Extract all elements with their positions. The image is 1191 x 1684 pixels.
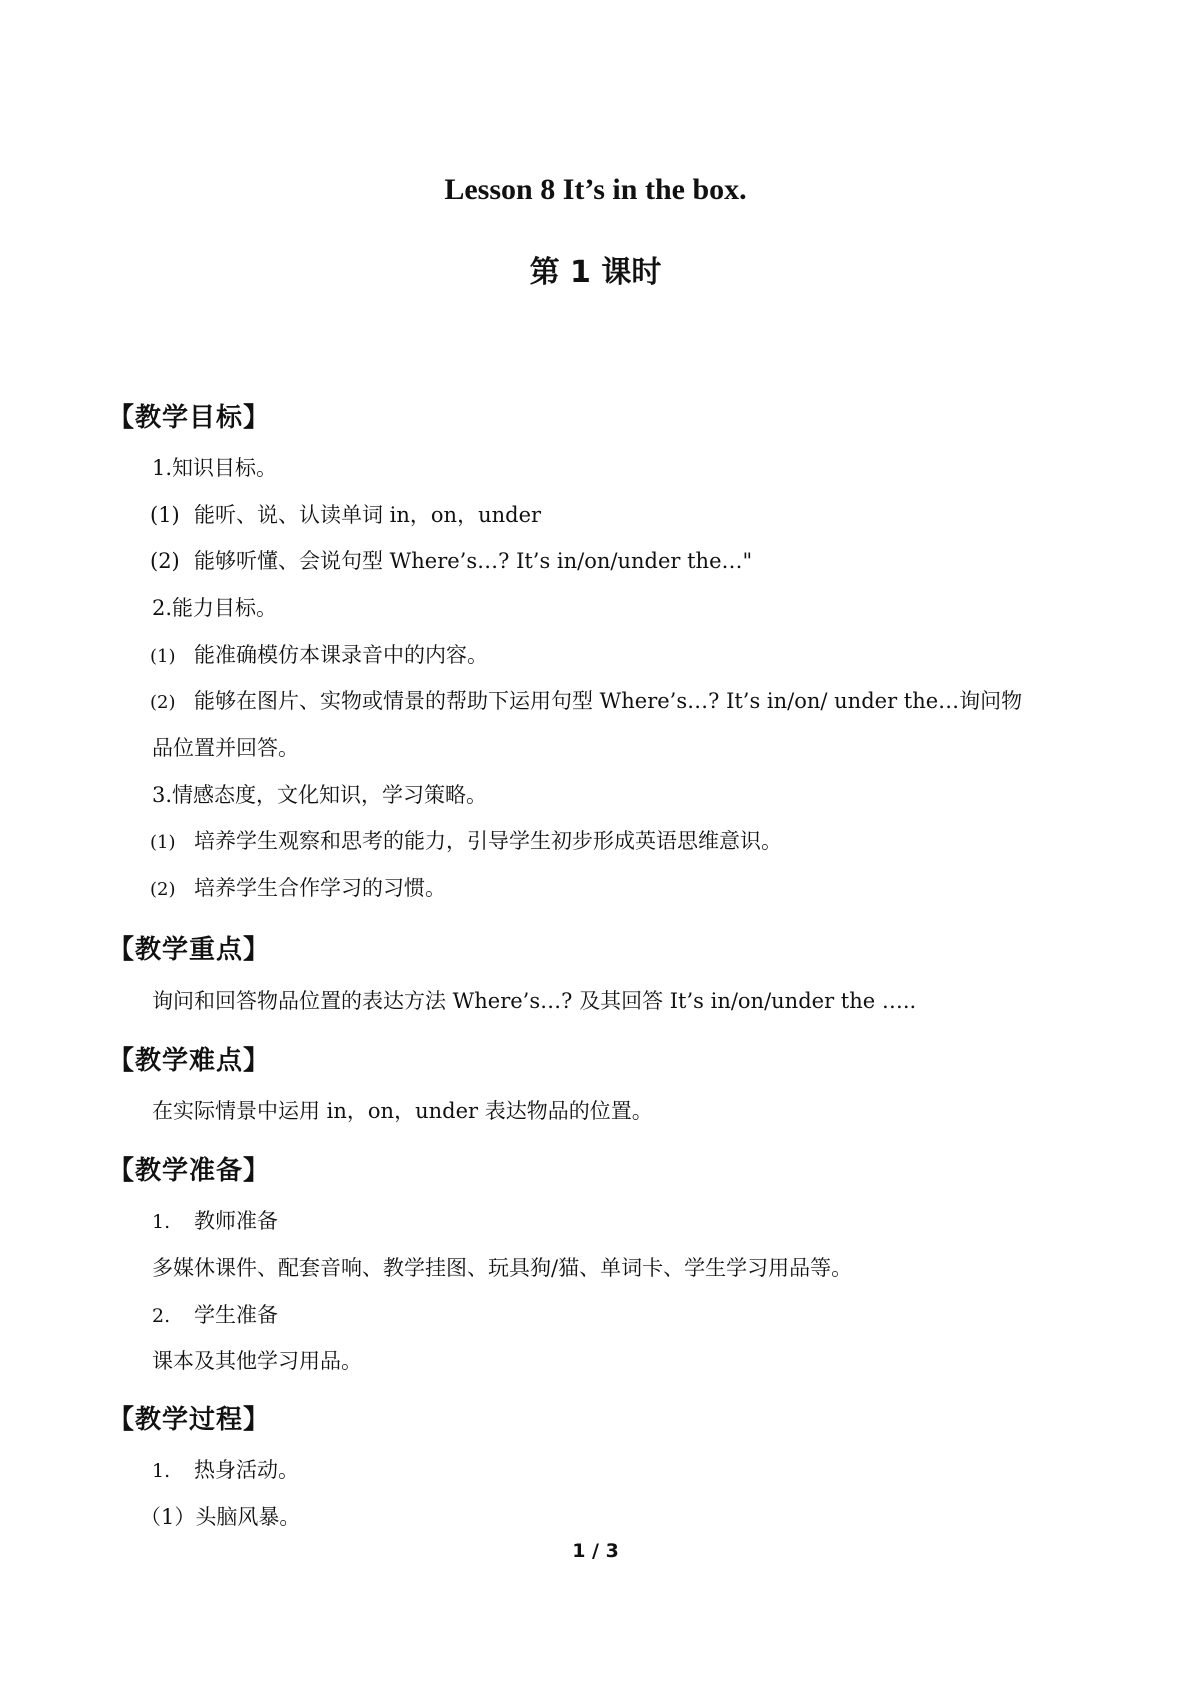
lesson-period: 第 1 课时: [529, 255, 662, 290]
list-number: (1): [150, 646, 176, 667]
lesson-title: Lesson 8 It’s in the box.: [444, 173, 747, 206]
list-number: 1.: [152, 1211, 171, 1233]
ability-item-2-continued: 品位置并回答。: [152, 736, 299, 760]
list-text: 热身活动。: [194, 1458, 299, 1482]
process-heading: 【教学过程】: [108, 1405, 271, 1435]
preparation-item-2-detail: 课本及其他学习用品。: [152, 1349, 362, 1373]
knowledge-item-2: [150, 546, 752, 576]
difficulties-heading: 【教学难点】: [108, 1046, 271, 1076]
emotion-title: 3.情感态度，文化知识，学习策略。: [152, 783, 488, 807]
ability-item-1: [150, 640, 488, 672]
preparation-heading: 【教学准备】: [108, 1156, 271, 1186]
key-points-heading: 【教学重点】: [108, 935, 271, 965]
list-number: (2): [150, 692, 176, 713]
list-text: 培养学生合作学习的习惯。: [194, 876, 446, 900]
list-number: (1): [150, 503, 180, 527]
list-number: 1.: [152, 1460, 171, 1482]
list-number: (1): [150, 832, 176, 853]
list-text: 培养学生观察和思考的能力，引导学生初步形成英语思维意识。: [194, 829, 782, 853]
list-text: 能准确模仿本课录音中的内容。: [194, 643, 488, 667]
list-text: 能听、说、认读单词 in，on，under: [194, 503, 542, 527]
list-number: 2.: [152, 1305, 171, 1327]
ability-title: 2.能力目标。: [152, 596, 278, 620]
list-number: (2): [150, 879, 176, 900]
key-points-text: 询问和回答物品位置的表达方法 Where’s…? 及其回答 It’s in/on/under the …..: [152, 989, 917, 1013]
difficulties-text: 在实际情景中运用 in，on，under 表达物品的位置。: [152, 1099, 653, 1123]
list-text: 能够听懂、会说句型 Where’s…? It’s in/on/under the…": [194, 549, 753, 573]
knowledge-title: 1.知识目标。: [152, 456, 278, 480]
preparation-item-2: [152, 1300, 278, 1331]
ability-item-2: [150, 686, 1022, 718]
preparation-item-1-detail: 多媒休课件、配套音响、教学挂图、玩具狗/猫、单词卡、学生学习用品等。: [152, 1256, 853, 1280]
list-text: 能够在图片、实物或情景的帮助下运用句型 Where’s…? It’s in/on/ under the…询问物: [194, 689, 1023, 713]
process-sub-1: （1）头脑风暴。: [140, 1505, 301, 1529]
emotion-item-2: [150, 873, 446, 905]
preparation-item-1: [152, 1206, 278, 1237]
list-text: 教师准备: [194, 1209, 278, 1233]
list-text: 学生准备: [194, 1303, 278, 1327]
list-number: (2): [150, 549, 180, 573]
page-number: 1 / 3: [572, 1540, 619, 1562]
knowledge-item-1: [150, 500, 541, 530]
emotion-item-1: [150, 826, 782, 858]
objectives-heading: 【教学目标】: [108, 403, 271, 433]
process-item-1: [152, 1455, 299, 1486]
